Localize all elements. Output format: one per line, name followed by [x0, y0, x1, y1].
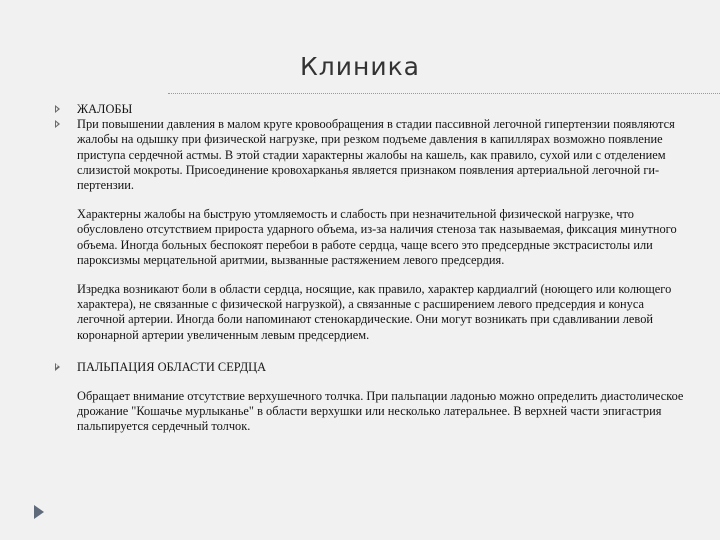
- spacer: [53, 268, 693, 282]
- bullet-item-pulmonary-hypertension: [53, 117, 693, 193]
- paragraph-fatigue: Характерны жалобы на быструю утомляемость и слабость при незначительной физической нагрузке, что обусловлено отсутствием прироста ударного объема, из-за наличия стеноза так называемая, фиксация минутного объема. Иногда больных беспокоят перебои в работе сердца, чаще всего это предсердные экстрасистолы или пароксизмы мерцательной аритмии, вызванные растяжением левого предсердия.: [77, 207, 677, 267]
- title-divider: [168, 93, 720, 94]
- paragraph-chest-pain: Изредка возникают боли в области сердца, носящие, как правило, характер кардиалгий (ноющего или колющего характера), не связанные с физической нагрузкой), а связанные с расширением левого предсердия и конуса легочной артерии. Иногда боли напоминают стенокардические. Они могут возникать при сдавливании левой коронарной артерии увеличенным левым предсердием.: [77, 282, 672, 342]
- slide-body: [53, 102, 693, 435]
- bullet-text: При повышении давления в малом круге кровообращения в стадии пассивной легочной гипертензии появляются жалобы на одышку при физической нагрузке, при резком подъеме давления в капиллярах возможно появление приступа сердечной астмы. В этой стадии характерны жалобы на кашель, как правило, сухой или с отделением слизистой мокроты. Присоединение кровохарканья является признаком появления артериальной легочной ги-пертензии.: [77, 117, 675, 193]
- spacer: [53, 193, 693, 207]
- spacer: [53, 343, 693, 360]
- spacer: [53, 375, 693, 389]
- bullet-label: ПАЛЬПАЦИЯ ОБЛАСТИ СЕРДЦА: [77, 359, 267, 374]
- next-slide-arrow-icon[interactable]: [34, 505, 44, 519]
- triangle-bullet-icon: [55, 105, 60, 113]
- bullet-item-palpation: [53, 360, 693, 375]
- triangle-bullet-icon: [55, 120, 60, 128]
- slide-title: Клиника: [300, 52, 420, 81]
- triangle-bullet-icon: [55, 363, 60, 371]
- bullet-label: ЖАЛОБЫ: [77, 102, 133, 116]
- paragraph-palpation: Обращает внимание отсутствие верхушечного толчка. При пальпации ладонью можно определить диастолическое дрожание "Кошачье мурлыканье" в области верхушки или несколько латеральнее. В верхней части эпигастрия пальпируется сердечный толчок.: [77, 389, 684, 434]
- bullet-item-complaints: [53, 102, 693, 117]
